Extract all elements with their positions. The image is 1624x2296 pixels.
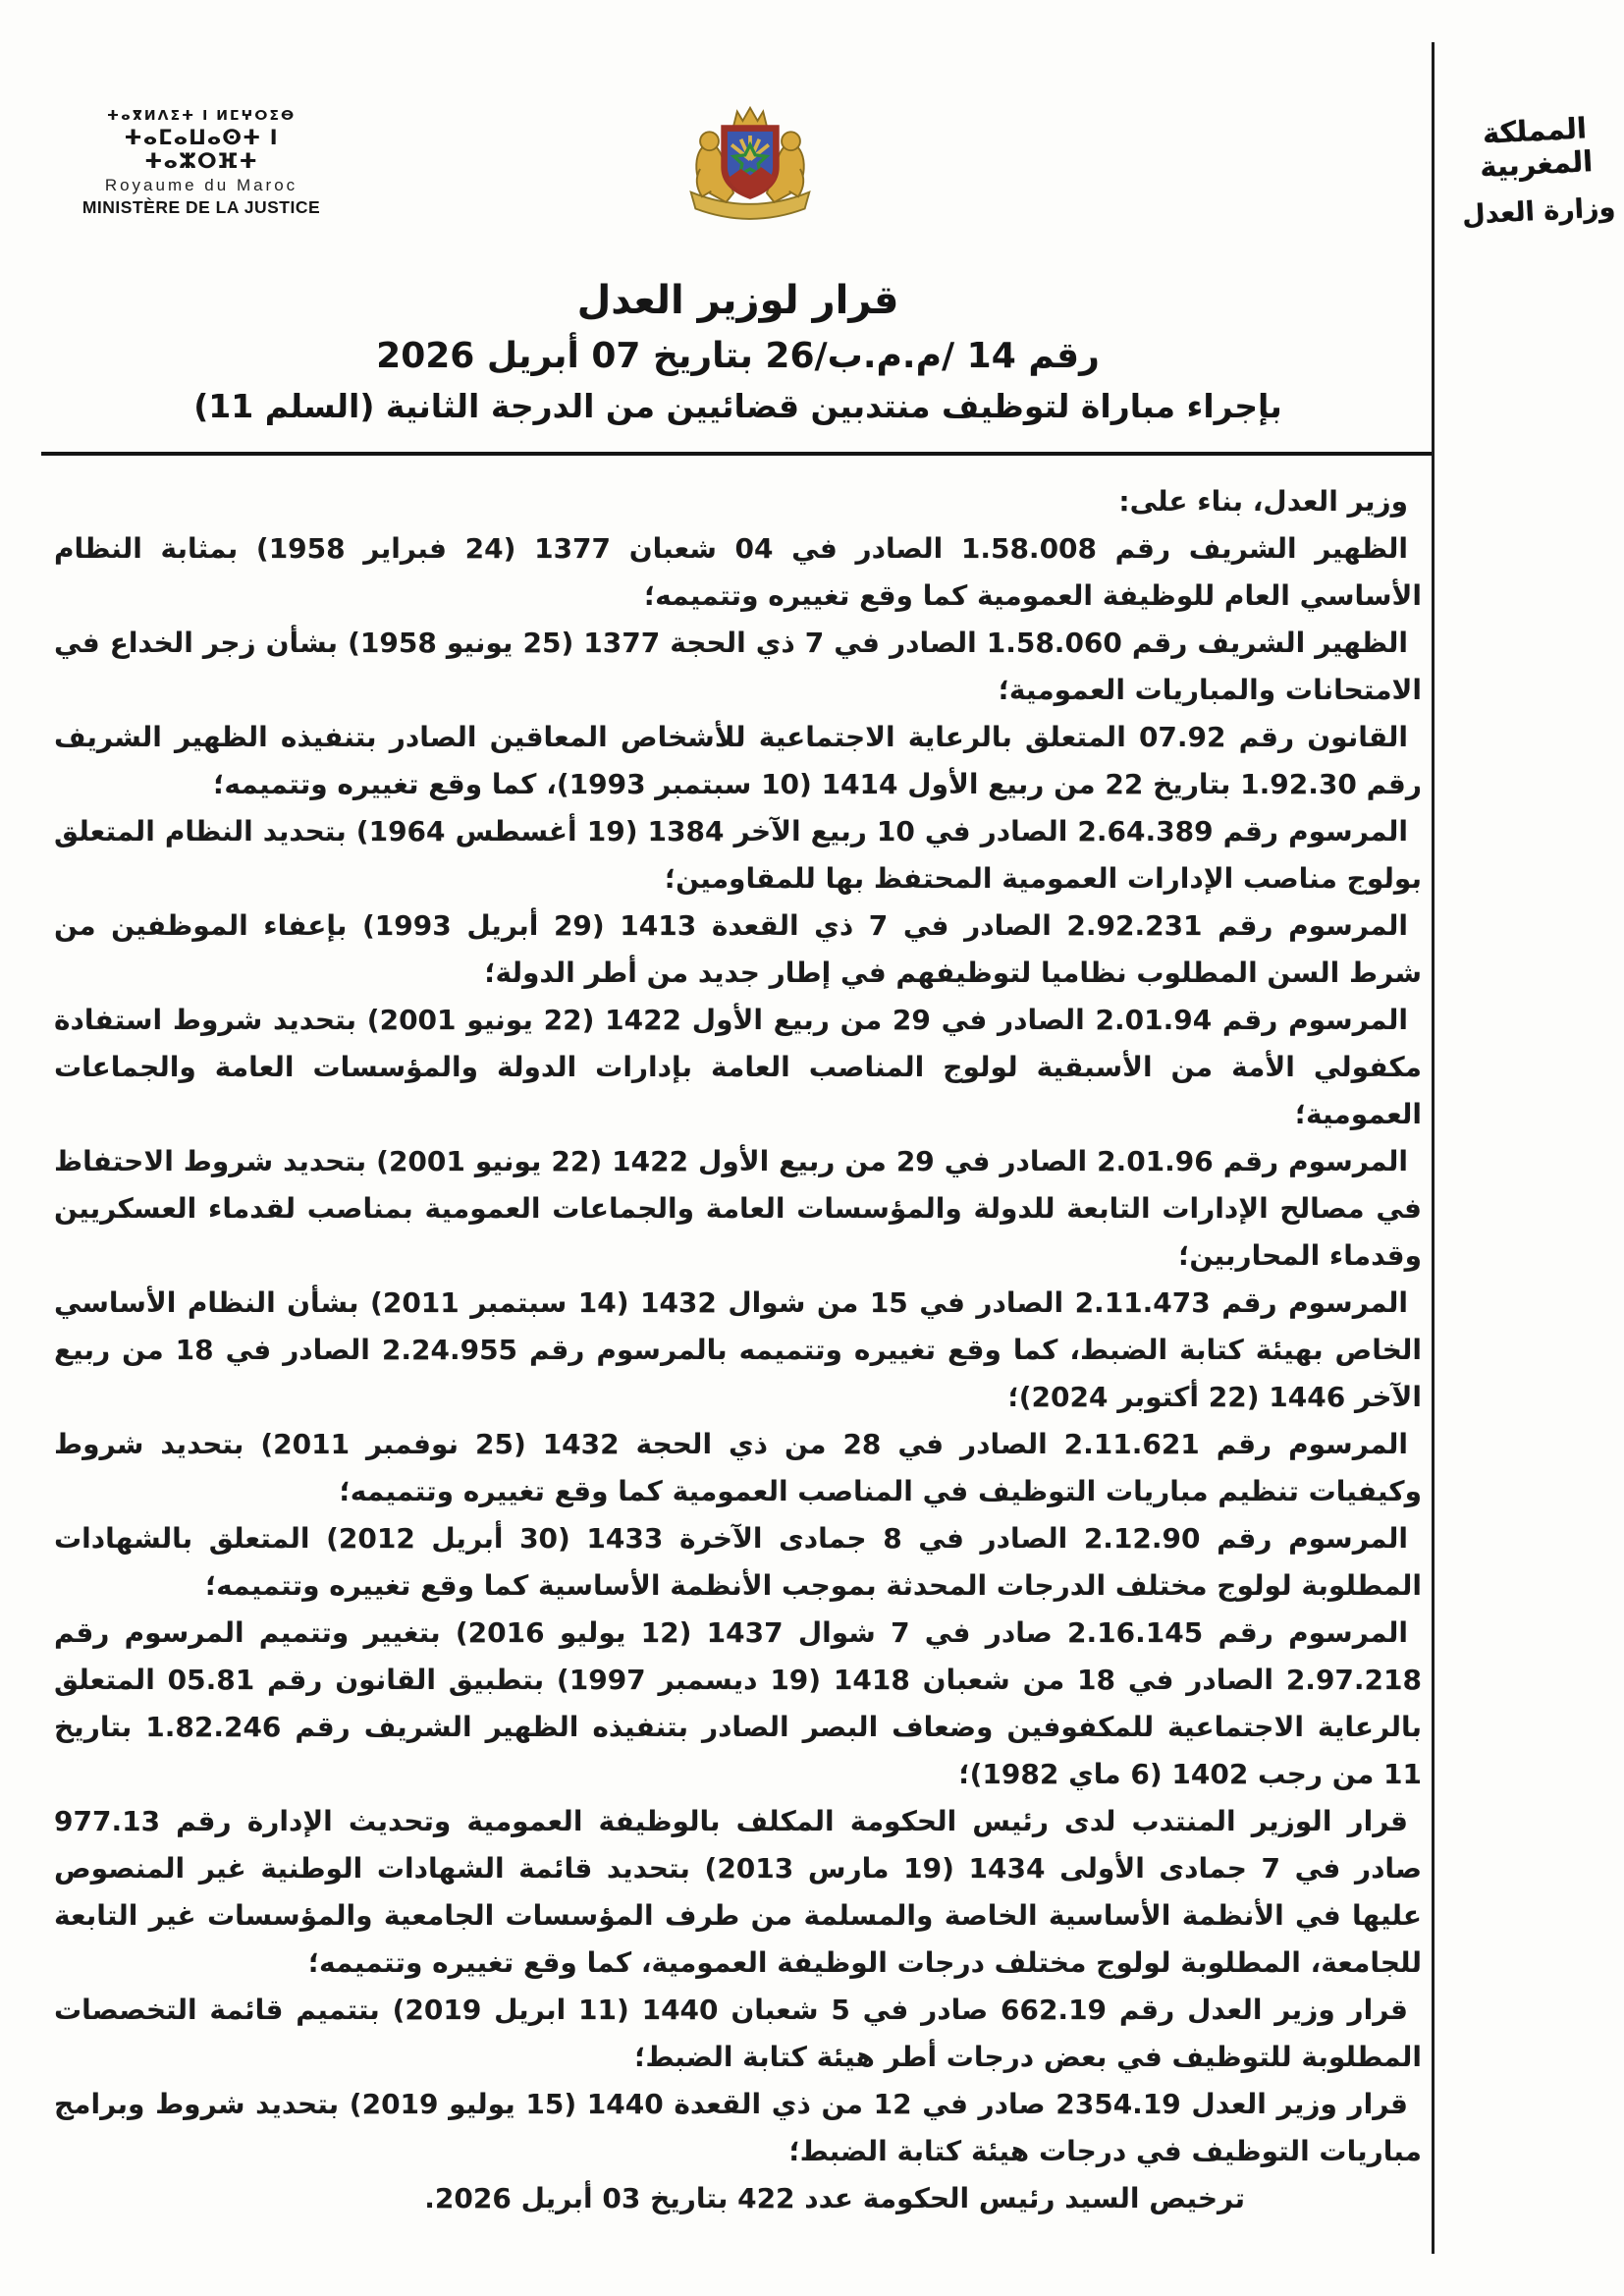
decree-clause: قرار وزير العدل 2354.19 صادر في 12 من ذي القعدة 1440 (15 يوليو 2019) بتحديد شروط وبرامج مباريات التوظيف في درجات هيئة كتابة الضبط؛ [54, 2088, 1422, 2167]
decree-title-block [54, 276, 1422, 426]
tifinagh-ministry-line: ⵜⴰⵎⴰⵡⴰⵙⵜ ⵏ ⵜⴰⵣⵔⴼⵜ [124, 126, 279, 174]
decree-clause: المرسوم رقم 2.12.90 الصادر في 8 جمادى الآخرة 1433 (30 أبريل 2012) المتعلق بالشهادات المطلوبة لولوج مختلف الدرجات المحدثة بموجب الأنظمة الأساسية كما وقع تغييره وتتميمه؛ [54, 1522, 1422, 1602]
page-edge-line [1432, 42, 1435, 2254]
decree-clause: قرار الوزير المنتدب لدى رئيس الحكومة المكلف بالوظيفة العمومية وتحديث الإدارة رقم 977.13 صادر في 7 جمادى الأولى 1434 (19 مارس 2013) بتحديد قائمة الشهادات الوطنية غير المنصوص عليها في الأنظمة الأساسية الخاصة والمسلمة من طرف المؤسسات الجامعية والمؤسسات غير التابعة للجامعة، المطلوبة لولوج مختلف درجات الوظيفة العمومية، كما وقع تغييره وتتميمه؛ [54, 1805, 1423, 1979]
decree-clause: المرسوم رقم 2.11.621 الصادر في 28 من ذي الحجة 1432 (25 نوفمبر 2011) بتحديد شروط وكيفيات تنظيم مباريات التوظيف في المناصب العمومية كما وقع تغييره وتتميمه؛ [54, 1428, 1422, 1507]
decree-clause: المرسوم رقم 2.16.145 صادر في 7 شوال 1437 (12 يوليو 2016) بتغيير وتتميم المرسوم رقم 2.97.218 الصادر في 18 من شعبان 1418 (19 ديسمبر 1997) بتطبيق القانون رقم 05.81 المتعلق بالرعاية الاجتماعية للمكفوفين وضعاف البصر الصادر بتنفيذه الظهير الشريف رقم 1.82.246 بتاريخ 11 من رجب 1402 (6 ماي 1982)؛ [54, 1616, 1422, 1790]
coat-of-arms-icon [676, 104, 825, 238]
decree-clause: القانون رقم 07.92 المتعلق بالرعاية الاجتماعية للأشخاص المعاقين الصادر بتنفيذه الظهير الشريف رقم 1.92.30 بتاريخ 22 من ربيع الأول 1414 (10 سبتمبر 1993)، كما وقع تغييره وتتميمه؛ [54, 721, 1422, 800]
coat-of-arms-svg [676, 104, 825, 234]
ministry-logo-block [79, 108, 324, 217]
decree-clause: المرسوم رقم 2.01.96 الصادر في 29 من ربيع الأول 1422 (22 يونيو 2001) بتحديد شروط الاحتفاظ في مصالح الإدارات التابعة للدولة والمؤسسات العامة والجماعات العمومية بمناصب لقدماء العسكريين وقدماء المحاربين؛ [54, 1145, 1422, 1272]
kingdom-calligraphy [1446, 109, 1624, 231]
calligraphy-ministry-line: وزارة العدل [1461, 191, 1616, 232]
crown [733, 108, 767, 127]
decree-clause: الظهير الشريف رقم 1.58.008 الصادر في 04 شعبان 1377 (24 فبراير 1958) بمثابة النظام الأساسي العام للوظيفة العمومية كما وقع تغييره وتتميمه؛ [54, 532, 1422, 612]
header-separator [41, 452, 1432, 456]
decree-clause: المرسوم رقم 2.64.389 الصادر في 10 ربيع الآخر 1384 (19 أغسطس 1964) بتحديد النظام المتعلق بولوج مناصب الإدارات العمومية المحتفظ بها للمقاومين؛ [54, 815, 1422, 895]
authorization-line: ترخيص السيد رئيس الحكومة عدد 422 بتاريخ 03 أبريل 2026. [424, 2182, 1245, 2214]
decree-body [54, 478, 1422, 2222]
intro-line: وزير العدل، بناء على: [1118, 485, 1408, 518]
royaume-du-maroc-label: Royaume du Maroc [104, 176, 298, 195]
tifinagh-kingdom-line: ⵜⴰⴳⵍⴷⵉⵜ ⵏ ⵍⵎⵖⵔⵉⴱ [106, 108, 297, 124]
decree-number-line: رقم 14 /م.م.ب/26 بتاريخ 07 أبريل 2026 [376, 336, 1100, 376]
decree-clause: قرار وزير العدل رقم 662.19 صادر في 5 شعبان 1440 (11 ابريل 2019) بتتميم قائمة التخصصات المطلوبة للتوظيف في بعض درجات أطر هيئة كتابة الضبط؛ [54, 1994, 1422, 2073]
decree-subject-line: بإجراء مباراة لتوظيف منتدبين قضائيين من الدرجة الثانية (السلم 11) [193, 387, 1282, 425]
ministere-justice-label: MINISTÈRE DE LA JUSTICE [81, 196, 321, 217]
calligraphy-kingdom-line: المملكة المغربية [1479, 111, 1594, 184]
decree-clause: المرسوم رقم 2.11.473 الصادر في 15 من شوال 1432 (14 سبتمبر 2011) بشأن النظام الأساسي الخاص بهيئة كتابة الضبط، كما وقع تغييره وتتميمه بالمرسوم رقم 2.24.955 الصادر في 18 من ربيع الآخر 1446 (22 أكتوبر 2024)؛ [54, 1286, 1423, 1413]
decree-clause: المرسوم رقم 2.92.231 الصادر في 7 ذي القعدة 1413 (29 أبريل 1993) بإعفاء الموظفين من شرط السن المطلوب نظاميا لتوظيفهم في إطار جديد من أطر الدولة؛ [54, 909, 1422, 989]
decree-title: قرار لوزير العدل [576, 278, 899, 323]
decree-clause: المرسوم رقم 2.01.94 الصادر في 29 من ربيع الأول 1422 (22 يونيو 2001) بتحديد شروط استفادة مكفولي الأمة من الأسبقية لولوج المناصب العامة بإدارات الدولة والمؤسسات العامة والجماعات العمومية؛ [54, 1004, 1422, 1130]
decree-clause: الظهير الشريف رقم 1.58.060 الصادر في 7 ذي الحجة 1377 (25 يونيو 1958) بشأن زجر الخداع في الامتحانات والمباريات العمومية؛ [54, 627, 1422, 706]
